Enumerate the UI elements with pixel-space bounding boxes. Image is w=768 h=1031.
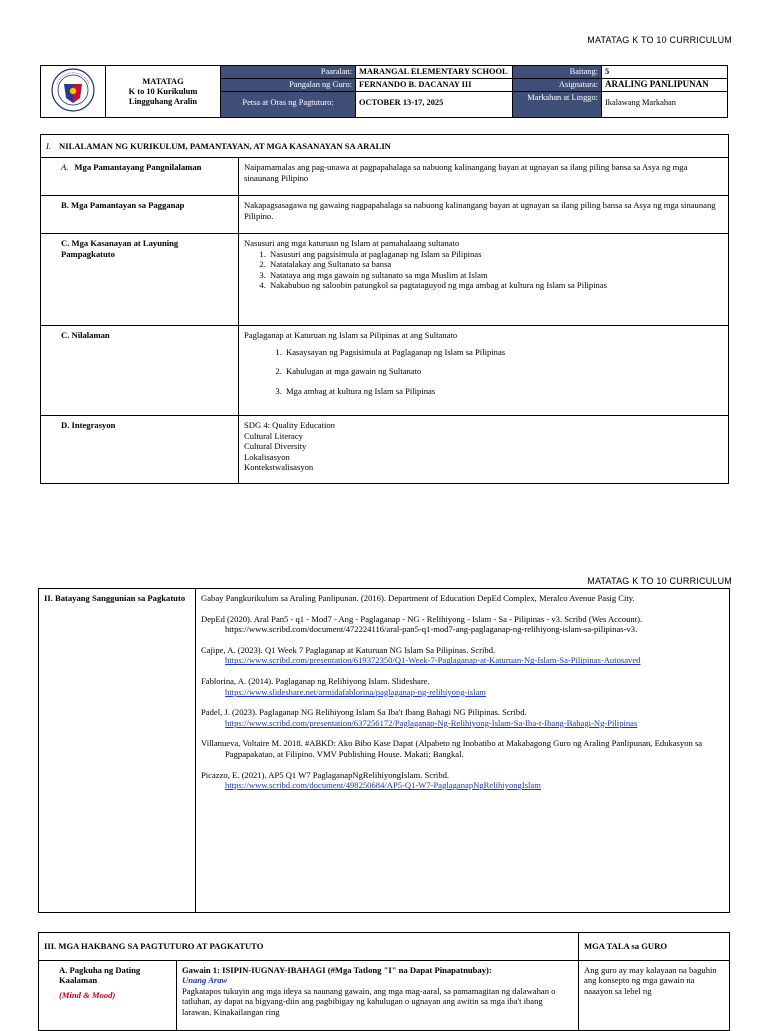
reference-item bbox=[201, 614, 724, 635]
markahan-label: Markahan at Linggo: bbox=[513, 92, 602, 118]
nilalaman-label: C. Nilalaman bbox=[41, 326, 239, 416]
nilalaman-cell bbox=[239, 326, 729, 416]
baitang-label: Baitang: bbox=[513, 66, 602, 79]
kasanayan-cell bbox=[239, 234, 729, 326]
gawain-cell bbox=[177, 960, 579, 1030]
notes-heading: MGA TALA sa GURO bbox=[579, 933, 730, 961]
reference-text: DepEd (2020). Aral Pan5 - q1 - Mod7 - Ang - Paglaganap - NG - Relihiyong - Islam - Sa - Pilipinas - v3. Scribd (Wes Account). https://www.scribd.com/document/472224116/aral-pan5-q1-mod7-ang-paglaganap-ng-relihiyong-islam-sa-pilipinas-v3. bbox=[201, 613, 643, 635]
pamantayang-pangnilalaman-text: Naipamamalas ang pag-unawa at pagpapahalaga sa nabuong kalinangang bayan at ugnayan sa ilang piling bansa sa Asya ng mga sinaunang Pilipino bbox=[239, 158, 729, 196]
guro-value: FERNANDO B. DACANAY III bbox=[356, 79, 513, 92]
list-item: 3. Mga ambag at kultura ng Islam sa Pilipinas bbox=[284, 386, 723, 396]
reference-link[interactable]: https://www.scribd.com/presentation/637256172/Paglaganap-Ng-Relihiyong-Islam-Sa-Iba-t-Ibang-Bahagi-Ng-Pilipinas bbox=[225, 717, 638, 728]
gawain-text: Pagkatapos tukuyin ang mga ideya sa naunang gawain, ang mga mag-aaral, sa pamamagitan ng dalawahan o tatluhan, ay dapat na bigyang-diin ang pagbibigay ng kahulugan o ugnayan ang awitin sa mga iba't ibang larawan. Kinakailangan ring bbox=[182, 985, 556, 1017]
reference-text: Cajipe, A. (2023). Q1 Week 7 Paglaganap at Katuruan NG Islam Sa Pilipinas. Scribd. bbox=[201, 644, 496, 655]
matatag-title: MATATAG bbox=[142, 76, 184, 86]
section-1-heading bbox=[41, 135, 729, 158]
paaralan-label: Paaralan: bbox=[221, 66, 356, 79]
section-2-table bbox=[38, 588, 730, 913]
reference-link[interactable]: https://www.scribd.com/presentation/619372350/Q1-Week-7-Paglaganap-at-Katuruan-Ng-Islam-Sa-Pilipinas-Autosaved bbox=[225, 655, 641, 666]
reference-text: Gabay Pangkurikulum sa Araling Panlipunan. (2016). Department of Education DepEd Complex, Meralco Avenue Pasig City. bbox=[201, 593, 635, 603]
section-3-heading: III. MGA HAKBANG SA PAGTUTURO AT PAGKATUTO bbox=[39, 933, 579, 961]
list-item: 2. Natatalakay ang Sultanato sa bansa bbox=[268, 259, 723, 269]
reference-item bbox=[201, 676, 724, 697]
lesson-info-table bbox=[40, 65, 728, 118]
asignatura-value: ARALING PANLIPUNAN bbox=[602, 79, 728, 92]
kasanayan-intro: Nasusuri ang mga katuruan ng Islam at pamahalaang sultanato bbox=[244, 238, 460, 249]
list-item: Lokalisasyon bbox=[244, 451, 290, 462]
asignatura-label: Asignatura: bbox=[513, 79, 602, 92]
notes-text: Ang guro ay may kalayaan na baguhin ang konsepto ng mga gawain na naaayon sa lebel ng bbox=[579, 960, 730, 1030]
reference-text: Padel, J. (2023). Paglaganap NG Relihiyong Islam Sa Iba't Ibang Bahagi NG Pilipinas. Scribd. bbox=[201, 707, 527, 718]
petsa-label: Petsa at Oras ng Pagtuturo: bbox=[221, 92, 356, 118]
list-item: Cultural Literacy bbox=[244, 430, 303, 441]
pagkuha-label: A. Pagkuha ng Dating Kaalaman bbox=[59, 964, 141, 986]
petsa-value: OCTOBER 13-17, 2025 bbox=[356, 92, 513, 118]
guro-label: Pangalan ng Guro: bbox=[221, 79, 356, 92]
nilalaman-intro: Paglaganap at Katuruan ng Islam sa Pilipinas at ang Sultanato bbox=[244, 330, 458, 341]
lingguhang-aralin-title: Lingguhang Aralin bbox=[128, 96, 198, 106]
section-1-number: I. bbox=[46, 141, 52, 151]
batayang-sanggunian-label: II. Batayang Sanggunian sa Pagkatuto bbox=[39, 589, 196, 913]
curriculum-header-2: MATATAG K TO 10 CURRICULUM bbox=[587, 576, 732, 586]
list-item: Cultural Diversity bbox=[244, 441, 307, 452]
reference-text: Villanueva, Voltaire M. 2018. #ABKD: Ako Bibo Kase Dapat (Alpabeto ng Inobatibo at Makabagong Guro ng Araling Panlipunan, Edukasyon sa Pagpapakatao, at Filipino. VMV Publishing House. Makati: Bangkal. bbox=[201, 738, 703, 759]
reference-item bbox=[201, 738, 724, 759]
reference-item bbox=[201, 770, 724, 791]
mind-mood-label: (Mind & Mood) bbox=[59, 989, 116, 1000]
nilalaman-list bbox=[244, 347, 723, 396]
list-item: 4. Nakabubuo ng saloobin patungkol sa pagtataguyod ng mga ambag at kultura ng Islam sa Pilipinas bbox=[268, 280, 723, 290]
label-a-text: Mga Pamantayang Pangnilalaman bbox=[74, 162, 202, 173]
section-1-heading-text: NILALAMAN NG KURIKULUM, PAMANTAYAN, AT MGA KASANAYAN SA ARALIN bbox=[59, 141, 391, 151]
reference-link[interactable]: https://www.slideshare.net/armidafablorina/paglaganap-ng-relihiyong-islam bbox=[225, 686, 486, 697]
kasanayan-list bbox=[244, 249, 723, 291]
reference-text: Picazzo, E. (2021). AP5 Q1 W7 PaglaganapNgRelihiyongIslam. Scribd. bbox=[201, 769, 450, 780]
unang-araw: Unang Araw bbox=[182, 975, 228, 986]
pamantayan-pagganap-text: Nakapagsasagawa ng gawaing nagpapahalaga sa nabuong kalinangang bayan at ugnayan sa ilang piling bansa sa Asya ng mga sinaunang Pilipino. bbox=[239, 196, 729, 234]
integrasyon-cell bbox=[239, 416, 729, 484]
list-item: Kontekstwalisasyon bbox=[244, 462, 314, 473]
list-item: 3. Natataya ang mga gawain ng sultanato sa mga Muslim at Islam bbox=[268, 270, 723, 280]
reference-item bbox=[201, 593, 724, 604]
list-item: 1. Nasusuri ang pagsisimula at paglaganap ng Islam sa Pilipinas bbox=[268, 249, 723, 259]
pamantayang-pangnilalaman-label bbox=[41, 158, 239, 196]
list-item: SDG 4: Quality Education bbox=[244, 420, 335, 431]
reference-item bbox=[201, 645, 724, 666]
kurikulum-title: K to 10 Kurikulum bbox=[128, 86, 198, 96]
pamantayan-pagganap-label: B. Mga Pamantayan sa Pagganap bbox=[41, 196, 239, 234]
label-letter-a: A. bbox=[61, 162, 69, 173]
section-1-table bbox=[40, 134, 729, 484]
markahan-value: Ikalawang Markahan bbox=[602, 92, 728, 118]
list-item: 1. Kasaysayan ng Pagsisimula at Paglaganap ng Islam sa Pilipinas bbox=[284, 347, 723, 357]
paaralan-value: MARANGAL ELEMENTARY SCHOOL bbox=[356, 66, 513, 79]
kasanayan-label: C. Mga Kasanayan at Layuning Pampagkatuto bbox=[41, 234, 239, 326]
section-3-table bbox=[38, 932, 730, 1031]
reference-item bbox=[201, 707, 724, 728]
list-item: 2. Kahulugan at mga gawain ng Sultanato bbox=[284, 366, 723, 376]
baitang-value: 5 bbox=[602, 66, 728, 79]
deped-seal-cell bbox=[41, 66, 106, 118]
deped-seal-icon bbox=[51, 68, 95, 112]
references-cell bbox=[196, 589, 730, 913]
curriculum-header: MATATAG K TO 10 CURRICULUM bbox=[587, 35, 732, 45]
integrasyon-label: D. Integrasyon bbox=[41, 416, 239, 484]
matatag-title-cell bbox=[106, 66, 221, 118]
pagkuha-label-cell bbox=[39, 960, 177, 1030]
reference-link[interactable]: https://www.scribd.com/document/498250684/AP5-Q1-W7-PaglaganapNgRelihiyongIslam bbox=[225, 780, 541, 791]
gawain-title: Gawain 1: ISIPIN-IUGNAY-IBAHAGI (#Mga Tatlong "I" na Dapat Pinapatnubay): bbox=[182, 964, 492, 975]
reference-text: Fablorina, A. (2014). Paglaganap ng Relihiyong Islam. Slideshare. bbox=[201, 675, 430, 686]
